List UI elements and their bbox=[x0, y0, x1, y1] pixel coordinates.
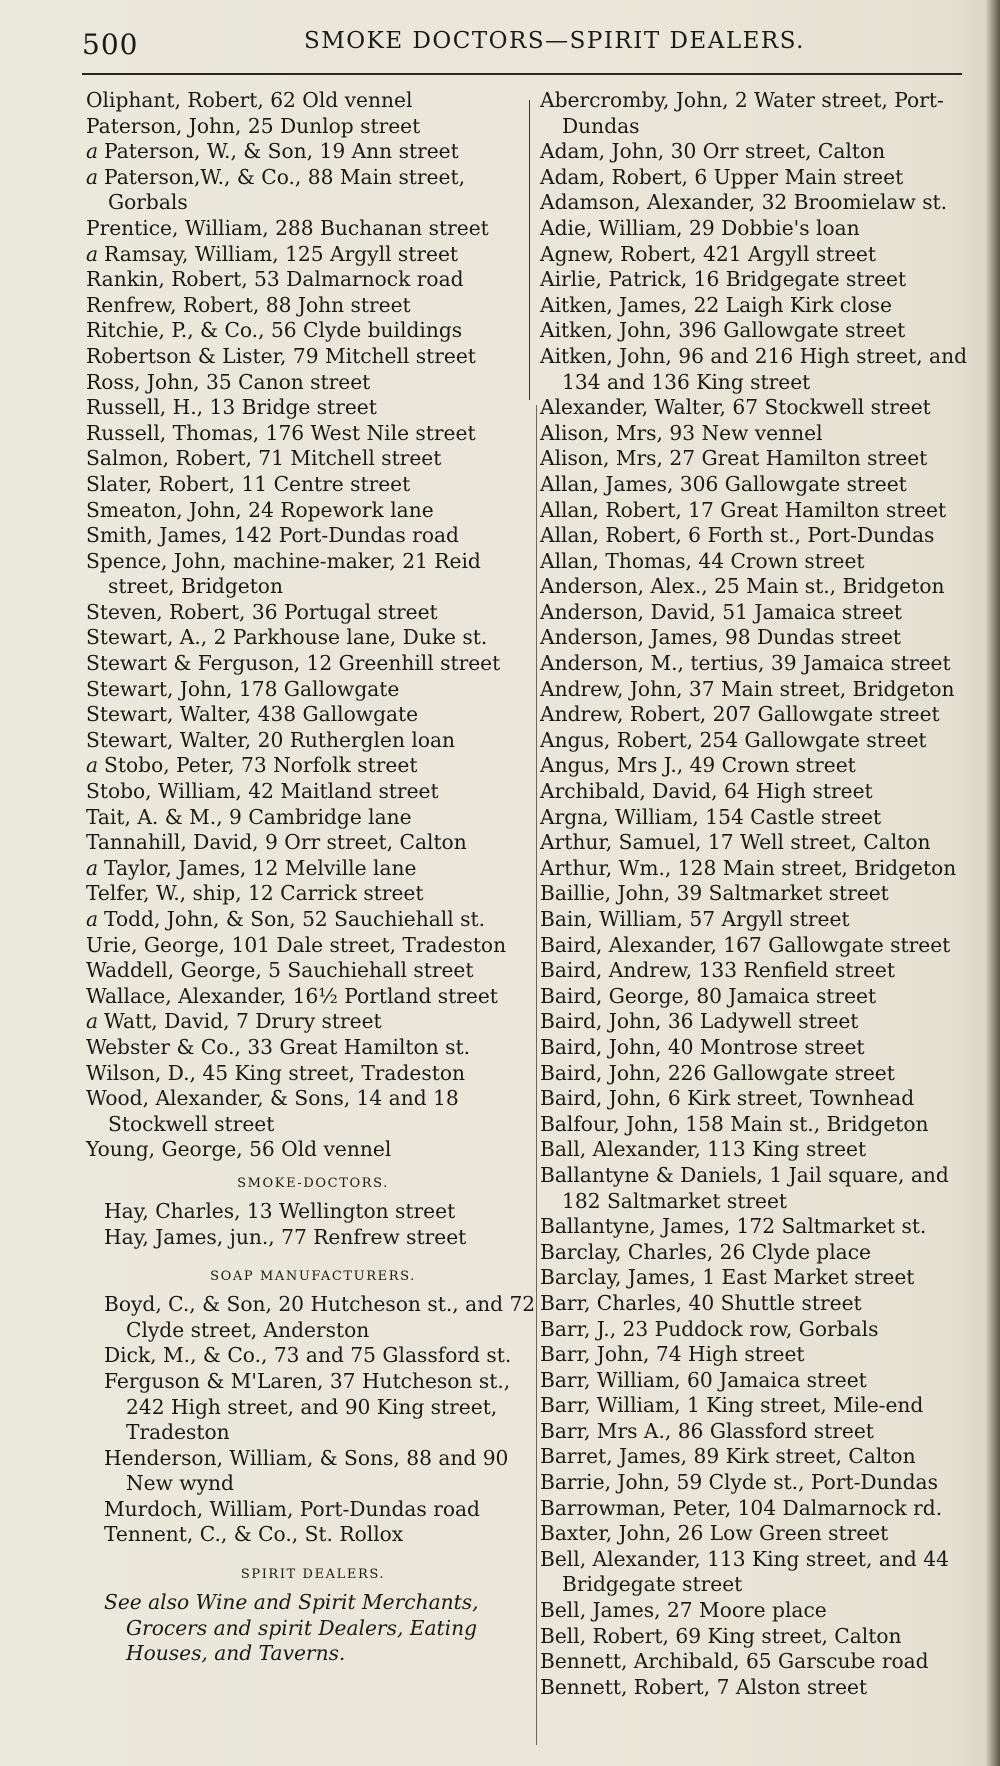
directory-entry: Murdoch, William, Port-Dundas road bbox=[104, 1496, 480, 1521]
directory-entry: Barr, Charles, 40 Shuttle street bbox=[540, 1290, 862, 1315]
running-head: SMOKE DOCTORS—SPIRIT DEALERS. bbox=[304, 28, 805, 54]
directory-entry: Salmon, Robert, 71 Mitchell street bbox=[86, 446, 442, 471]
directory-entry: Angus, Robert, 254 Gallowgate street bbox=[540, 727, 927, 752]
directory-entry: Tennent, C., & Co., St. Rollox bbox=[104, 1522, 404, 1547]
entry-marker: a bbox=[86, 753, 99, 778]
directory-entry: Young, George, 56 Old vennel bbox=[86, 1137, 392, 1162]
directory-entry: Balfour, John, 158 Main st., Bridgeton bbox=[540, 1111, 929, 1136]
directory-entry: Ballantyne, James, 172 Saltmarket st. bbox=[540, 1214, 927, 1239]
directory-entry bbox=[86, 907, 540, 933]
directory-entry: Bennett, Archibald, 65 Garscube road bbox=[540, 1649, 929, 1674]
directory-entry: Baird, John, 6 Kirk street, Townhead bbox=[540, 1086, 915, 1111]
header-rule bbox=[82, 73, 962, 75]
directory-entry bbox=[86, 165, 540, 216]
entry-text: Todd, John, & Son, 52 Sauchiehall st. bbox=[104, 907, 486, 931]
directory-entry: Spence, John, machine-maker, 21 Reid street, Bridgeton bbox=[86, 548, 481, 599]
directory-entry: Baxter, John, 26 Low Green street bbox=[540, 1521, 889, 1546]
directory-entry: Hay, Charles, 13 Wellington street bbox=[104, 1198, 456, 1223]
directory-entry: Aitken, John, 396 Gallowgate street bbox=[540, 318, 906, 343]
directory-entry: Stewart, A., 2 Parkhouse lane, Duke st. bbox=[86, 625, 488, 650]
directory-entry: Bell, James, 27 Moore place bbox=[540, 1598, 827, 1623]
entry-text: Taylor, James, 12 Melville lane bbox=[104, 855, 417, 880]
directory-entry: Barr, Mrs A., 86 Glassford street bbox=[540, 1418, 874, 1443]
directory-entry: Angus, Mrs J., 49 Crown street bbox=[540, 753, 856, 778]
directory-entry: Baird, George, 80 Jamaica street bbox=[540, 983, 877, 1008]
directory-entry: Baillie, John, 39 Saltmarket street bbox=[540, 881, 889, 906]
directory-entry: Slater, Robert, 11 Centre street bbox=[86, 471, 411, 496]
section-heading-smoke-doctors: SMOKE-DOCTORS. bbox=[237, 1175, 389, 1191]
directory-entry: Andrew, Robert, 207 Gallowgate street bbox=[540, 702, 940, 727]
directory-entry: Baird, John, 40 Montrose street bbox=[540, 1034, 865, 1059]
directory-entry: Anderson, David, 51 Jamaica street bbox=[540, 599, 903, 624]
directory-entry: Tannahill, David, 9 Orr street, Calton bbox=[86, 830, 467, 855]
page-edge-shadow bbox=[986, 0, 1000, 1766]
directory-entry: Bell, Alexander, 113 King street, and 44 Bridgegate street bbox=[540, 1546, 949, 1597]
directory-entry: Allan, Thomas, 44 Crown street bbox=[540, 548, 865, 573]
directory-entry: Anderson, Alex., 25 Main st., Bridgeton bbox=[540, 574, 945, 599]
directory-entry: Arthur, Wm., 128 Main street, Bridgeton bbox=[540, 855, 957, 880]
directory-entry: Abercromby, John, 2 Water street, Port-Dundas bbox=[540, 88, 944, 138]
directory-entry: Telfer, W., ship, 12 Carrick street bbox=[86, 881, 424, 906]
directory-entry: Alison, Mrs, 93 New vennel bbox=[540, 420, 823, 445]
directory-entry: Adie, William, 29 Dobbie's loan bbox=[540, 215, 860, 240]
directory-entry: Adamson, Alexander, 32 Broomielaw st. bbox=[540, 190, 948, 215]
left-column bbox=[86, 88, 540, 1667]
directory-entry bbox=[86, 753, 540, 779]
directory-entry: Renfrew, Robert, 88 John street bbox=[86, 292, 411, 317]
directory-entry: Argna, William, 154 Castle street bbox=[540, 804, 882, 829]
directory-entry: Archibald, David, 64 High street bbox=[540, 779, 873, 804]
directory-entry: Rankin, Robert, 53 Dalmarnock road bbox=[86, 267, 464, 292]
directory-entry: Allan, James, 306 Gallowgate street bbox=[540, 471, 907, 496]
directory-entry: Alexander, Walter, 67 Stockwell street bbox=[540, 395, 931, 420]
directory-entry: Anderson, M., tertius, 39 Jamaica street bbox=[540, 651, 951, 676]
directory-entry: Stobo, William, 42 Maitland street bbox=[86, 779, 439, 804]
directory-entry: Airlie, Patrick, 16 Bridgegate street bbox=[540, 267, 907, 292]
directory-entry: Baird, John, 226 Gallowgate street bbox=[540, 1060, 895, 1085]
directory-entry: Baird, Andrew, 133 Renfield street bbox=[540, 958, 895, 983]
directory-entry: Wood, Alexander, & Sons, 14 and 18 Stockwell street bbox=[86, 1086, 459, 1136]
directory-entry: Bell, Robert, 69 King street, Calton bbox=[540, 1623, 902, 1648]
directory-entry: Aitken, John, 96 and 216 High street, and 134 and 136 King street bbox=[540, 343, 968, 394]
right-entry-list bbox=[540, 88, 980, 1700]
directory-entry: Wallace, Alexander, 16½ Portland street bbox=[86, 983, 498, 1008]
directory-entry: Wilson, D., 45 King street, Tradeston bbox=[86, 1060, 465, 1085]
directory-entry: Ross, John, 35 Canon street bbox=[86, 369, 371, 394]
directory-entry: Arthur, Samuel, 17 Well street, Calton bbox=[540, 830, 931, 855]
directory-entry: Andrew, John, 37 Main street, Bridgeton bbox=[540, 676, 955, 701]
directory-entry: Anderson, James, 98 Dundas street bbox=[540, 625, 902, 650]
page-number: 500 bbox=[82, 28, 139, 61]
directory-entry: Barr, William, 1 King street, Mile-end bbox=[540, 1393, 924, 1418]
section-heading-spirit-dealers: SPIRIT DEALERS. bbox=[240, 1567, 386, 1583]
directory-entry bbox=[86, 139, 540, 165]
directory-entry: Russell, Thomas, 176 West Nile street bbox=[86, 420, 476, 445]
directory-entry: Bain, William, 57 Argyll street bbox=[540, 907, 850, 931]
directory-entry: Barr, J., 23 Puddock row, Gorbals bbox=[540, 1316, 879, 1341]
directory-entry: Baird, Alexander, 167 Gallowgate street bbox=[540, 932, 951, 957]
directory-entry: Alison, Mrs, 27 Great Hamilton street bbox=[540, 446, 928, 471]
directory-entry: Steven, Robert, 36 Portugal street bbox=[86, 599, 438, 624]
directory-entry: Webster & Co., 33 Great Hamilton st. bbox=[86, 1034, 471, 1059]
directory-entry: Waddell, George, 5 Sauchiehall street bbox=[86, 958, 474, 983]
directory-entry: Ball, Alexander, 113 King street bbox=[540, 1137, 867, 1162]
directory-entry: Allan, Robert, 17 Great Hamilton street bbox=[540, 497, 947, 522]
directory-entry bbox=[86, 242, 540, 268]
directory-entry: Smeaton, John, 24 Ropework lane bbox=[86, 497, 434, 522]
entry-text: Ramsay, William, 125 Argyll street bbox=[104, 241, 459, 266]
directory-entry: Prentice, William, 288 Buchanan street bbox=[86, 215, 489, 240]
directory-entry: Smith, James, 142 Port-Dundas road bbox=[86, 523, 459, 548]
directory-entry: Stewart, Walter, 20 Rutherglen loan bbox=[86, 727, 456, 752]
entry-marker: a bbox=[86, 139, 99, 164]
directory-entry: Barrowman, Peter, 104 Dalmarnock rd. bbox=[540, 1495, 943, 1520]
entry-text: Stobo, Peter, 73 Norfolk street bbox=[104, 753, 418, 778]
directory-entry: Baird, John, 36 Ladywell street bbox=[540, 1009, 859, 1034]
directory-entry: Barclay, James, 1 East Market street bbox=[540, 1265, 915, 1290]
directory-entry: Barr, John, 74 High street bbox=[540, 1342, 805, 1367]
directory-entry: Adam, Robert, 6 Upper Main street bbox=[540, 164, 904, 189]
entry-text: Watt, David, 7 Drury street bbox=[104, 1009, 382, 1034]
directory-entry: Barrie, John, 59 Clyde st., Port-Dundas bbox=[540, 1470, 938, 1495]
entry-marker: a bbox=[86, 907, 99, 931]
right-column bbox=[540, 88, 980, 1700]
directory-entry: Barr, William, 60 Jamaica street bbox=[540, 1367, 867, 1392]
directory-entry: Dick, M., & Co., 73 and 75 Glassford st. bbox=[104, 1343, 512, 1368]
directory-entry: Agnew, Robert, 421 Argyll street bbox=[540, 241, 876, 266]
directory-entry: Henderson, William, & Sons, 88 and 90 New wynd bbox=[104, 1445, 509, 1496]
directory-entry: Bennett, Robert, 7 Alston street bbox=[540, 1674, 868, 1699]
spirit-dealers-note: See also Wine and Spirit Merchants, Grocers and spirit Dealers, Eating Houses, and Taverns. bbox=[104, 1590, 479, 1666]
directory-entry: Stewart & Ferguson, 12 Greenhill street bbox=[86, 651, 501, 676]
directory-entry: Tait, A. & M., 9 Cambridge lane bbox=[86, 804, 412, 829]
directory-entry: Russell, H., 13 Bridge street bbox=[86, 395, 377, 420]
entry-marker: a bbox=[86, 855, 99, 880]
smoke-doctors-list bbox=[86, 1199, 540, 1250]
directory-entry bbox=[86, 1009, 540, 1035]
directory-entry: Stewart, Walter, 438 Gallowgate bbox=[86, 702, 419, 727]
directory-entry: Urie, George, 101 Dale street, Tradeston bbox=[86, 932, 507, 957]
directory-entry: Allan, Robert, 6 Forth st., Port-Dundas bbox=[540, 523, 935, 548]
directory-entry: Adam, John, 30 Orr street, Calton bbox=[540, 139, 886, 164]
directory-entry: Paterson, John, 25 Dunlop street bbox=[86, 113, 421, 138]
section-heading-soap-manufacturers: SOAP MANUFACTURERS. bbox=[210, 1269, 416, 1285]
directory-entry: Ritchie, P., & Co., 56 Clyde buildings bbox=[86, 318, 463, 343]
directory-entry: Barret, James, 89 Kirk street, Calton bbox=[540, 1444, 916, 1469]
entry-text: Paterson, W., & Son, 19 Ann street bbox=[104, 139, 459, 164]
entry-marker: a bbox=[86, 1009, 99, 1034]
directory-entry: Oliphant, Robert, 62 Old vennel bbox=[86, 88, 413, 112]
directory-entry: Stewart, John, 178 Gallowgate bbox=[86, 676, 400, 701]
directory-entry: Ferguson & M'Laren, 37 Hutcheson st., 242 High street, and 90 King street, Tradeston bbox=[104, 1368, 511, 1445]
soap-manufacturers-list bbox=[86, 1292, 540, 1548]
directory-entry: Robertson & Lister, 79 Mitchell street bbox=[86, 343, 476, 368]
directory-entry: Barclay, Charles, 26 Clyde place bbox=[540, 1239, 871, 1264]
directory-entry bbox=[86, 856, 540, 882]
directory-entry: Boyd, C., & Son, 20 Hutcheson st., and 72 Clyde street, Anderston bbox=[104, 1292, 536, 1342]
left-entry-list bbox=[86, 88, 540, 1163]
entry-marker: a bbox=[86, 164, 99, 189]
directory-entry: Hay, James, jun., 77 Renfrew street bbox=[104, 1224, 467, 1249]
directory-entry: Aitken, James, 22 Laigh Kirk close bbox=[540, 292, 892, 317]
page-header bbox=[82, 22, 962, 66]
entry-text: Paterson,W., & Co., 88 Main street, Gorbals bbox=[104, 164, 465, 215]
entry-marker: a bbox=[86, 241, 99, 266]
directory-entry: Ballantyne & Daniels, 1 Jail square, and 182 Saltmarket street bbox=[540, 1162, 949, 1213]
